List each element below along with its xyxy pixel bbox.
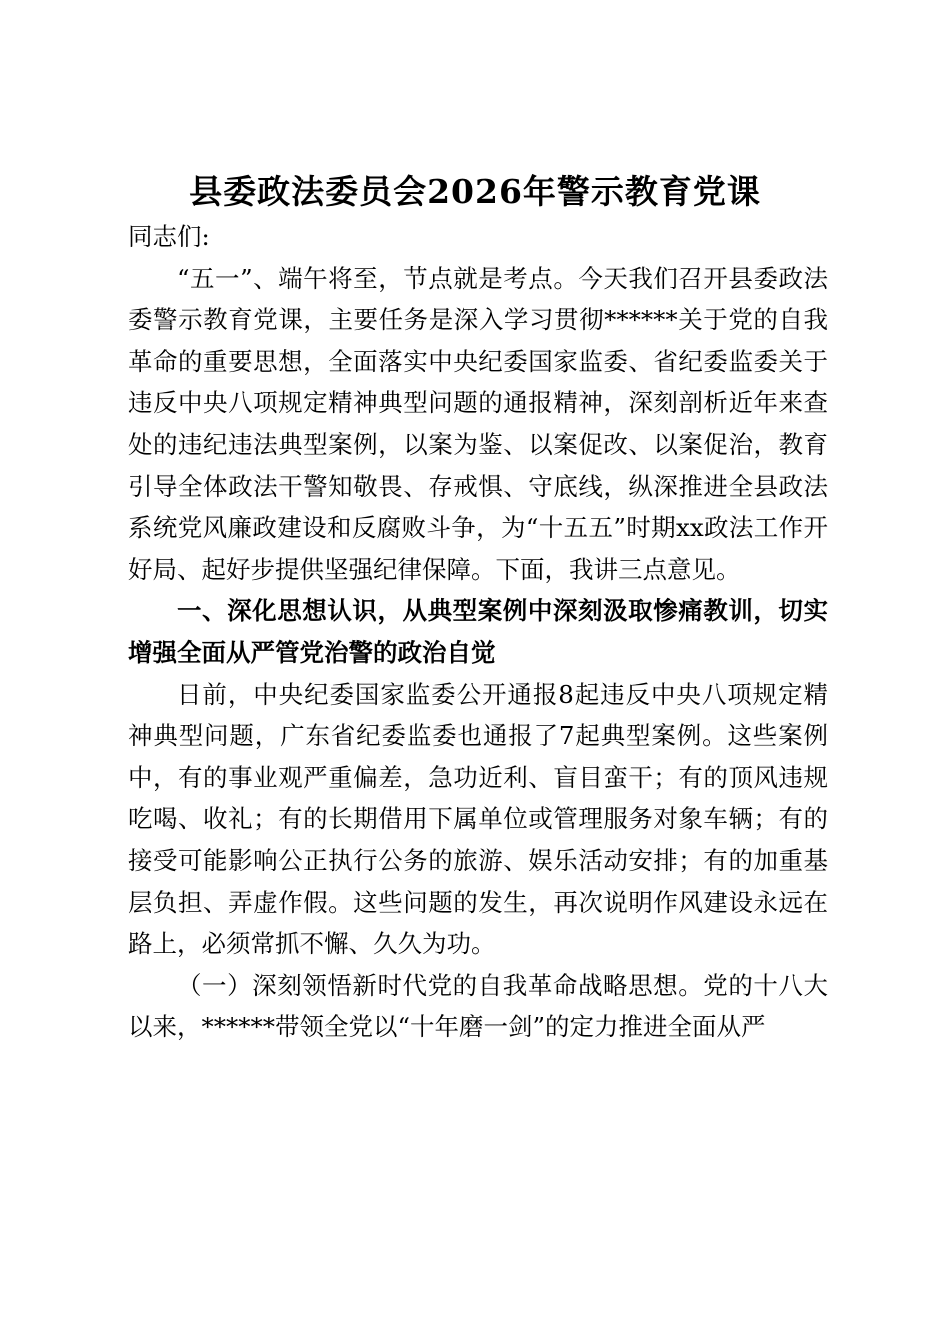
section-paragraph-1: 日前，中央纪委国家监委公开通报8起违反中央八项规定精神典型问题，广东省纪委监委也通报了7起典型案例。这些案例中，有的事业观严重偏差，急功近利、盲目蛮干；有的顶风违规吃喝、收礼；有的长期借用下属单位或管理服务对象车辆；有的接受可能影响公正执行公务的旅游、娱乐活动安排；有的加重基层负担、弄虚作假。这些问题的发生，再次说明作风建设永远在路上，必须常抓不懈、久久为功。	[128, 679, 828, 959]
document-title: 县委政法委员会2026年警示教育党课	[189, 172, 761, 211]
salutation: 同志们:	[128, 222, 210, 251]
section-paragraph-2: （一）深刻领悟新时代党的自我革命战略思想。党的十八大以来，******带领全党以“十年磨一剑”的定力推进全面从严	[128, 970, 828, 1042]
intro-paragraph: “五一”、端午将至，节点就是考点。今天我们召开县委政法委警示教育党课，主要任务是深入学习贯彻******关于党的自我革命的重要思想，全面落实中央纪委国家监委、省纪委监委关于违反中央八项规定精神典型问题的通报精神，深刻剖析近年来查处的违纪违法典型案例，以案为鉴、以案促改、以案促治，教育引导全体政法干警知敬畏、存戒惧、守底线，纵深推进全县政法系统党风廉政建设和反腐败斗争，为“十五五”时期xx政法工作开好局、起好步提供坚强纪律保障。下面，我讲三点意见。	[128, 263, 828, 584]
section-heading: 一、深化思想认识，从典型案例中深刻汲取惨痛教训，切实增强全面从严管党治警的政治自觉	[128, 596, 828, 667]
document-body	[128, 216, 828, 1048]
